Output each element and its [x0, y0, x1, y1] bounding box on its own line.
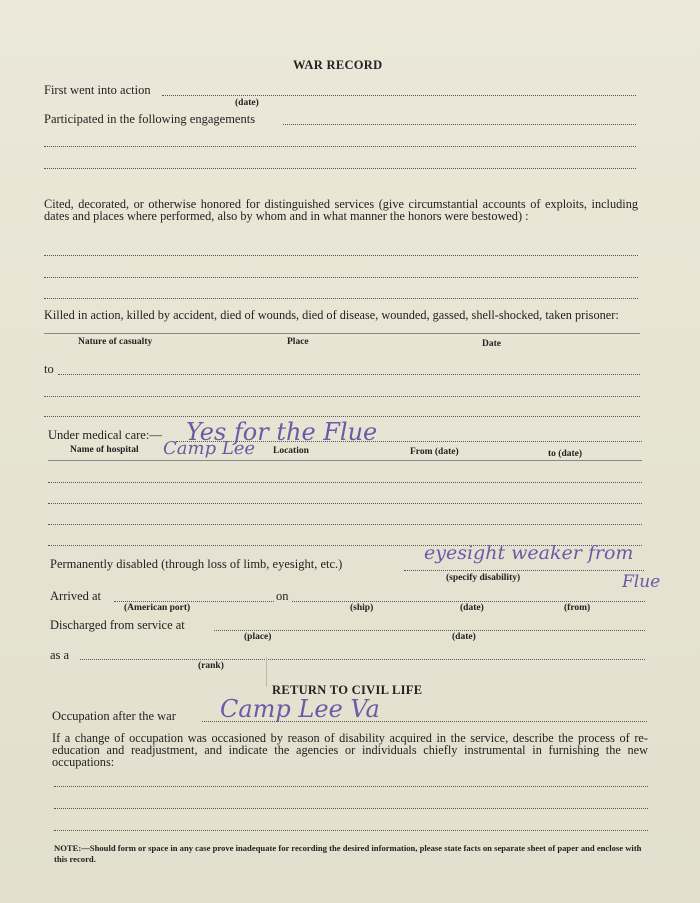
civil-life-title: RETURN TO CIVIL LIFE [272, 683, 423, 697]
arrived-port-line[interactable] [114, 601, 274, 602]
arrived-ship-line[interactable] [292, 601, 645, 602]
cited-line-3[interactable] [44, 298, 638, 299]
medical-col-hospital: Name of hospital [70, 445, 139, 455]
arrived-ship-caption: (ship) [350, 603, 374, 613]
first-action-label: First went into action [44, 83, 151, 97]
rank-label: as a [50, 648, 70, 662]
casualty-line-1[interactable] [58, 374, 640, 375]
medical-line-4[interactable] [48, 524, 642, 525]
rank-caption: (rank) [198, 661, 224, 671]
change-line-3[interactable] [54, 830, 648, 831]
discharged-line[interactable] [214, 630, 645, 631]
cited-line-1[interactable] [44, 255, 638, 256]
casualty-line-2[interactable] [44, 396, 640, 397]
medical-handwritten: Yes for the Flue [186, 418, 378, 446]
disabled-caption: (specify disability) [446, 573, 521, 583]
engagements-line-1[interactable] [283, 124, 636, 125]
cited-line-2[interactable] [44, 277, 638, 278]
arrived-from-caption: (from) [564, 603, 591, 613]
cited-paragraph: Cited, decorated, or otherwise honored for distinguished services (give circumstantial accounts of exploits, including dates and places where performed, also by whom and in what manner the honors were bestowed) : [44, 197, 638, 223]
disabled-line[interactable] [404, 570, 644, 571]
casualty-paragraph: Killed in action, killed by accident, died of wounds, died of disease, wounded, gassed, shell-shocked, taken prisoner: [44, 308, 619, 322]
rank-line[interactable] [80, 659, 645, 660]
engagements-label: Participated in the following engagements [44, 112, 256, 126]
arrived-date-caption: (date) [460, 603, 484, 613]
hospital-handwritten: Camp Lee [163, 438, 256, 459]
casualty-header-rule [44, 333, 640, 334]
casualty-col-date: Date [482, 339, 501, 349]
casualty-to-label: to [44, 362, 54, 376]
paper-fold-mark [266, 657, 267, 687]
disabled-handwritten: eyesight weaker from [424, 542, 634, 564]
engagements-line-2[interactable] [44, 146, 636, 147]
discharged-label: Discharged from service at [50, 618, 185, 632]
discharged-date-caption: (date) [452, 632, 476, 642]
first-action-line[interactable] [162, 95, 636, 96]
change-line-2[interactable] [54, 808, 648, 809]
first-action-date-caption: (date) [235, 98, 259, 108]
casualty-col-place: Place [287, 337, 309, 347]
medical-col-from: From (date) [410, 447, 459, 457]
change-line-1[interactable] [54, 786, 648, 787]
medical-label: Under medical care:— [48, 428, 162, 442]
medical-col-to: to (date) [548, 449, 583, 459]
arrived-on-label: on [276, 589, 289, 603]
casualty-line-3[interactable] [44, 416, 640, 417]
occupation-label: Occupation after the war [52, 709, 176, 723]
engagements-line-3[interactable] [44, 168, 636, 169]
arrived-port-caption: (American port) [124, 603, 191, 613]
arrived-label: Arrived at [50, 589, 102, 603]
form-note: NOTE:—Should form or space in any case prove inadequate for recording the desired information, please state facts on separate sheet of paper and enclose with this record. [54, 843, 642, 864]
change-paragraph: If a change of occupation was occasioned by reason of disability acquired in the service, describe the process of re-education and readjustment, and indicate the agencies or individuals chiefly instrumental in furnishing the new occupations: [52, 731, 648, 769]
discharged-place-caption: (place) [244, 632, 272, 642]
medical-col-location: Location [273, 446, 309, 456]
disabled-label: Permanently disabled (through loss of limb, eyesight, etc.) [50, 557, 343, 571]
medical-header-rule [48, 460, 642, 461]
form-title: WAR RECORD [293, 58, 383, 72]
occupation-handwritten: Camp Lee Va [220, 695, 380, 723]
medical-line-3[interactable] [48, 503, 642, 504]
disabled-handwritten-2: Flue [622, 572, 661, 592]
medical-line-2[interactable] [48, 482, 642, 483]
casualty-col-nature: Nature of casualty [78, 337, 153, 347]
